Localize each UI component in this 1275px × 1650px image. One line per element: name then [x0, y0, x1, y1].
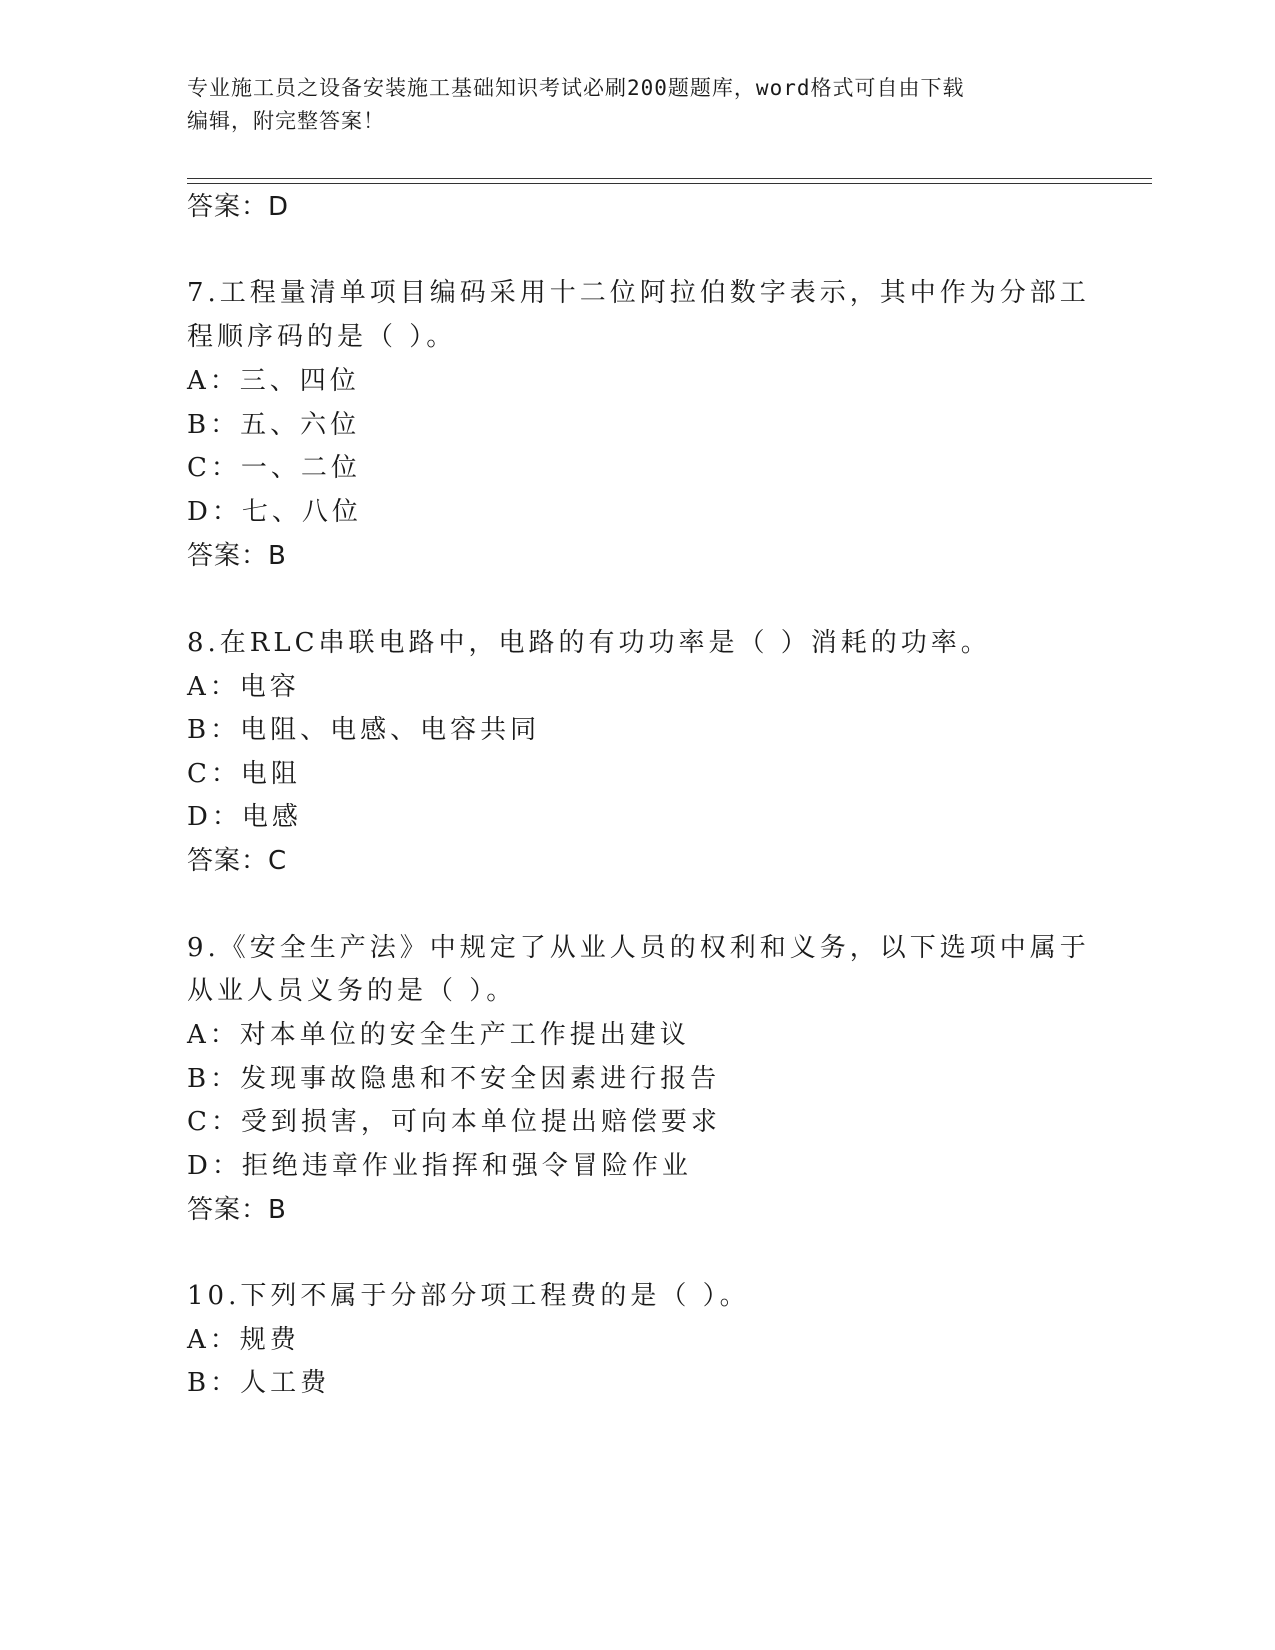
document-header — [187, 72, 1087, 138]
question-8-stem-line-1: 8.在RLC串联电路中，电路的有功功率是（ ）消耗的功率。 — [187, 628, 991, 658]
question-7-option-c: C：一、二位 — [187, 453, 361, 483]
question-9-stem-line-1: 9.《安全生产法》中规定了从业人员的权利和义务，以下选项中属于 — [187, 933, 1090, 963]
header-line-1: 专业施工员之设备安装施工基础知识考试必刷200题题库，word格式可自由下载 — [187, 76, 965, 100]
question-7-stem-line-2: 程顺序码的是（ ）。 — [187, 322, 457, 352]
question-8-option-b: B：电阻、电感、电容共同 — [187, 715, 541, 745]
question-10-option-a: A：规费 — [187, 1325, 300, 1355]
question-10-option-b: B：人工费 — [187, 1368, 331, 1398]
question-7-option-d: D：七、八位 — [187, 497, 362, 527]
question-9-option-d: D：拒绝违章作业指挥和强令冒险作业 — [187, 1151, 692, 1181]
header-divider-bottom — [187, 183, 1152, 184]
question-9-option-a: A：对本单位的安全生产工作提出建议 — [187, 1020, 690, 1050]
question-10-stem-line-1: 10.下列不属于分部分项工程费的是（ ）。 — [187, 1281, 750, 1311]
answer-label-prev: 答案：D — [187, 192, 290, 222]
question-9-stem-line-2: 从业人员义务的是（ ）。 — [187, 976, 517, 1006]
question-7-option-a: A：三、四位 — [187, 366, 360, 396]
question-7-answer: 答案：B — [187, 541, 287, 571]
question-9-answer: 答案：B — [187, 1195, 287, 1225]
question-9-option-c: C：受到损害，可向本单位提出赔偿要求 — [187, 1107, 721, 1137]
question-8-option-d: D：电感 — [187, 802, 302, 832]
question-8-answer: 答案：C — [187, 846, 288, 876]
header-divider-top — [187, 178, 1152, 179]
header-line-2: 编辑，附完整答案！ — [187, 109, 385, 133]
question-7-stem-line-1: 7.工程量清单项目编码采用十二位阿拉伯数字表示，其中作为分部工 — [187, 278, 1090, 308]
question-8-option-c: C：电阻 — [187, 759, 301, 789]
question-9-option-b: B：发现事故隐患和不安全因素进行报告 — [187, 1064, 721, 1094]
question-7-option-b: B：五、六位 — [187, 410, 361, 440]
question-8-option-a: A：电容 — [187, 672, 300, 702]
